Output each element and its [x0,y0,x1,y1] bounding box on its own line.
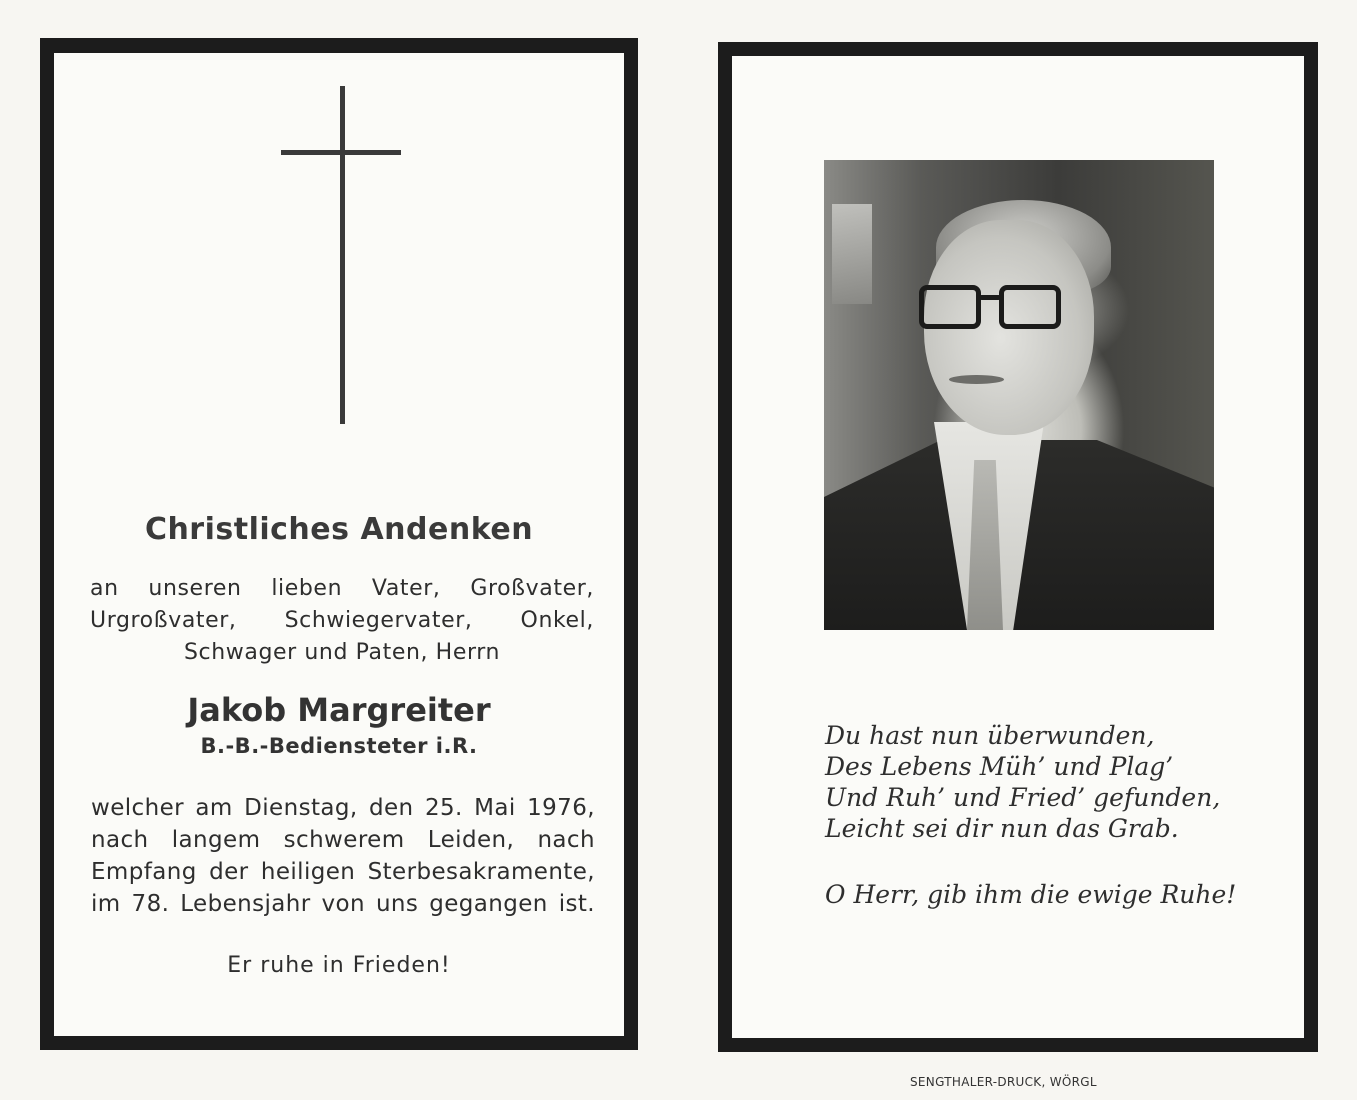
memorial-card-back [718,42,1318,1052]
deceased-name: Jakob Margreiter [187,691,491,729]
word: welcher [91,795,184,821]
word: der [209,859,249,885]
word: Leiden, [427,827,515,853]
word: den [369,795,414,821]
word: Schwiegervater, [284,608,473,633]
word: Mai [474,795,516,821]
poem-line: Des Lebens Müh’ und Plag’ [825,752,1174,781]
word: Onkel, [520,608,594,633]
word: von [321,891,366,917]
poem-line: Und Ruh’ und Fried’ gefunden, [825,783,1221,812]
word: lieben [271,576,343,601]
portrait-photo [824,160,1214,630]
memorial-card-front [40,38,638,1050]
printer-credit: SENGTHALER-DRUCK, WÖRGL [910,1075,1097,1089]
background-glass [832,204,872,304]
word: 25. [424,795,463,821]
word: Sterbesakramente, [367,859,595,885]
word: gegangen [429,891,548,917]
eyeglasses [919,285,1084,337]
word: Urgroßvater, [90,608,237,633]
dedication-line [90,573,594,605]
word: Vater, [371,576,441,601]
word: an [90,576,119,601]
deceased-title: B.-B.-Bediensteter i.R. [200,734,478,758]
memorial-poem [825,720,1285,844]
word: unseren [148,576,242,601]
word: 1976, [527,795,595,821]
word: nach [537,827,595,853]
word: Dienstag, [244,795,358,821]
prayer-line: O Herr, gib ihm die ewige Ruhe! [825,880,1237,909]
word: heiligen [260,859,356,885]
word: am [195,795,233,821]
word: ist. [558,891,595,917]
dedication-line [90,605,594,637]
word: Lebensjahr [180,891,311,917]
word: im [91,891,121,917]
word: uns [375,891,419,917]
mouth [949,375,1004,384]
word: Empfang [91,859,197,885]
death-notice-text [91,793,595,921]
closing-blessing: Er ruhe in Frieden! [227,953,451,978]
cross-icon-bar [281,150,401,155]
dedication-text [90,573,594,669]
word: Großvater, [470,576,594,601]
word: 78. [131,891,170,917]
word: nach [91,827,149,853]
poem-line: Du hast nun überwunden, [825,721,1155,750]
notice-line [91,889,595,921]
word: langem [171,827,261,853]
dedication-line: Schwager und Paten, Herrn [183,640,501,665]
notice-line [91,825,595,857]
notice-line [91,857,595,889]
notice-line [91,793,595,825]
word: schwerem [283,827,405,853]
poem-line: Leicht sei dir nun das Grab. [825,814,1179,843]
cross-icon [340,86,345,424]
card-title: Christliches Andenken [144,512,534,547]
